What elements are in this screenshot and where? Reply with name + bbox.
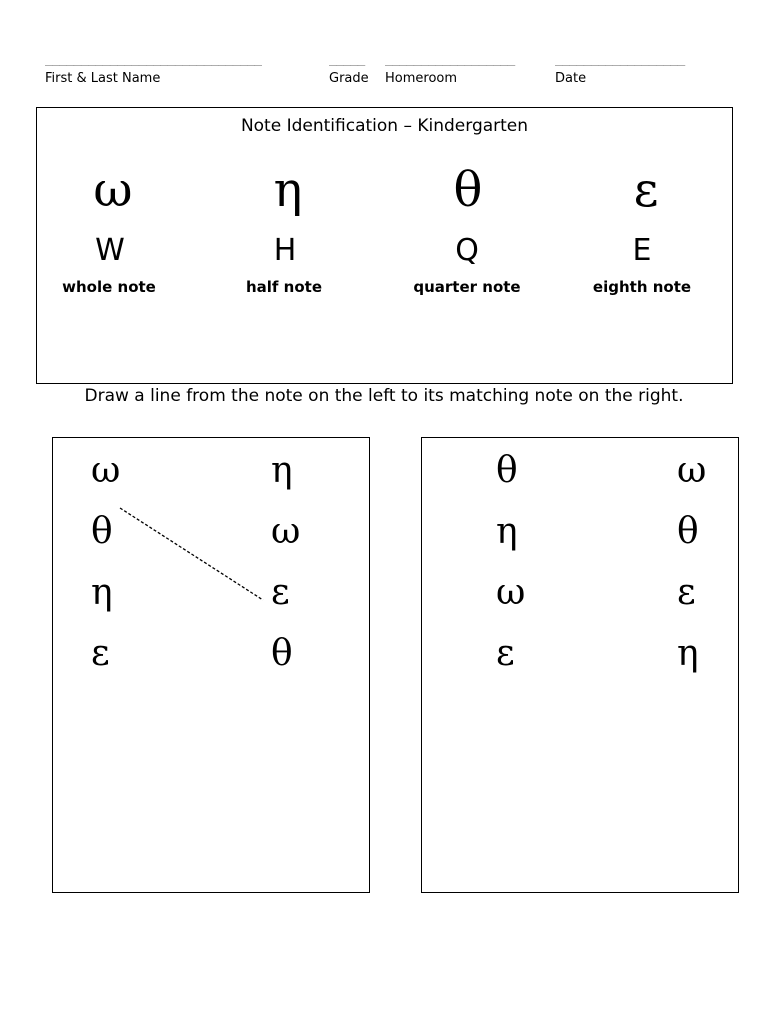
date-blank[interactable]: __________________ xyxy=(555,52,686,66)
note-symbol[interactable]: ε xyxy=(271,572,290,613)
date-label: Date xyxy=(555,71,587,86)
note-symbol[interactable]: η xyxy=(677,633,699,674)
right-panel-right-column xyxy=(677,440,706,684)
note-symbol[interactable]: θ xyxy=(677,511,699,552)
note-symbol[interactable]: ω xyxy=(677,450,707,491)
half-note-symbol: η xyxy=(273,162,303,218)
reference-box xyxy=(36,107,733,384)
name-blank[interactable]: ______________________________ xyxy=(45,52,262,66)
grade-blank[interactable]: _____ xyxy=(329,52,366,66)
note-symbol[interactable]: ω xyxy=(271,511,301,552)
quarter-note-name: quarter note xyxy=(413,278,521,296)
note-symbol[interactable]: θ xyxy=(91,511,113,552)
quarter-note-letter: Q xyxy=(455,233,479,268)
note-symbol[interactable]: ε xyxy=(677,572,696,613)
whole-note-letter: W xyxy=(95,233,125,268)
whole-note-symbol: ω xyxy=(93,162,133,218)
grade-label: Grade xyxy=(329,71,369,86)
matching-panel-right xyxy=(421,437,739,893)
example-match-line xyxy=(53,438,371,894)
right-panel-left-column xyxy=(496,440,525,684)
eighth-note-letter: E xyxy=(632,233,652,268)
name-label: First & Last Name xyxy=(45,71,161,86)
note-symbol[interactable]: η xyxy=(91,572,113,613)
note-symbol[interactable]: θ xyxy=(496,450,518,491)
note-symbol[interactable]: ω xyxy=(496,572,526,613)
note-symbol[interactable]: ω xyxy=(91,450,121,491)
homeroom-label: Homeroom xyxy=(385,71,458,86)
note-symbol[interactable]: η xyxy=(271,450,293,491)
half-note-letter: H xyxy=(273,233,297,268)
note-symbol[interactable]: η xyxy=(496,511,518,552)
instruction-text: Draw a line from the note on the left to its matching note on the right. xyxy=(84,386,684,406)
matching-panel-left xyxy=(52,437,370,893)
eighth-note-name: eighth note xyxy=(592,278,692,296)
reference-title: Note Identification – Kindergarten xyxy=(240,116,529,136)
eighth-note-symbol: ε xyxy=(633,162,659,218)
note-symbol[interactable]: ε xyxy=(496,633,515,674)
half-note-name: half note xyxy=(245,278,323,296)
quarter-note-symbol: θ xyxy=(453,162,483,218)
homeroom-blank[interactable]: __________________ xyxy=(385,52,516,66)
note-symbol[interactable]: ε xyxy=(91,633,110,674)
whole-note-name: whole note xyxy=(62,278,156,296)
note-symbol[interactable]: θ xyxy=(271,633,293,674)
